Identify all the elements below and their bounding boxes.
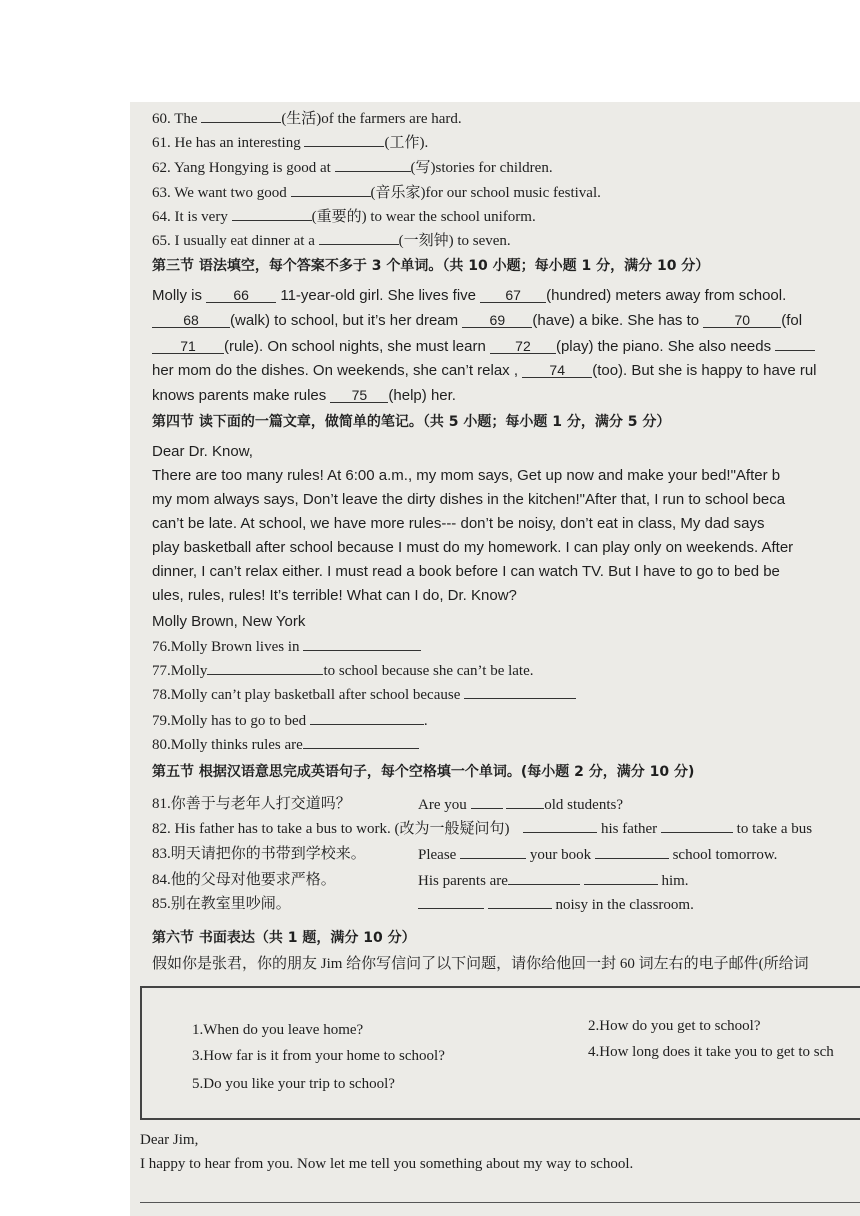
question-64: 64. It is very (重要的) to wear the school uniform.	[152, 206, 536, 227]
question-81-cn: 81.你善于与老年人打交道吗？	[152, 796, 351, 812]
box-question-3: 3.How far is it from your home to school?	[192, 1048, 445, 1064]
letter-greeting: Dear Dr. Know,	[152, 443, 253, 460]
question-78: 78.Molly can’t play basketball after school because	[152, 684, 576, 705]
box-question-2: 2.How do you get to school?	[588, 1018, 761, 1034]
letter-body-line: play basketball after school because I must do my homework. I can play only on weekends. After	[152, 539, 794, 556]
question-65: 65. I usually eat dinner at a (一刻钟) to seven.	[152, 230, 511, 251]
letter-body-line: There are too many rules! At 6:00 a.m., my mom says, Get up now and make your bed!"After b	[152, 467, 781, 484]
question-84-cn: 84.他的父母对他要求严格。	[152, 872, 336, 888]
section3-line-4: her mom do the dishes. On weekends, she can’t relax , 74 (too). But she is happy to have rul	[152, 362, 817, 379]
question-80: 80.Molly thinks rules are	[152, 734, 419, 755]
box-question-1: 1.When do you leave home?	[192, 1022, 364, 1038]
answer-greeting: Dear Jim,	[140, 1132, 199, 1148]
section6-title: 第六节 书面表达（共 1 题，满分 10 分）	[152, 930, 416, 946]
question-63: 63. We want two good (音乐家)for our school music festival.	[152, 182, 601, 203]
section3-line-1: Molly is 66 11-year-old girl. She lives five 67 (hundred) meters away from school.	[152, 287, 787, 304]
question-83-en: Please your book school tomorrow.	[418, 844, 777, 865]
writing-line	[140, 1202, 860, 1203]
question-84-en: His parents are him.	[418, 870, 689, 891]
question-85-cn: 85.别在教室里吵闹。	[152, 896, 291, 912]
question-83-cn: 83.明天请把你的书带到学校来。	[152, 846, 366, 862]
letter-body-line: ules, rules, rules! It’s terrible! What can I do, Dr. Know?	[152, 587, 517, 604]
section5-title: 第五节 根据汉语意思完成英语句子，每个空格填一个单词。(每小题 2 分，满分 10 分)	[152, 764, 695, 780]
question-62: 62. Yang Hongying is good at (写)stories for children.	[152, 157, 553, 178]
questions-box	[140, 986, 860, 1120]
section3-title: 第三节 语法填空，每个答案不多于 3 个单词。（共 10 小题；每小题 1 分，满分 10 分）	[152, 258, 710, 274]
section3-line-2: 68 (walk) to school, but it’s her dream 69 (have) a bike. She has to 70 (fol	[152, 311, 802, 331]
question-79: 79.Molly has to go to bed .	[152, 710, 428, 731]
question-60: 60. The (生活)of the farmers are hard.	[152, 108, 462, 129]
answer-first-line: I happy to hear from you. Now let me tell you something about my way to school.	[140, 1156, 634, 1172]
question-77: 77.Molly to school because she can’t be late.	[152, 660, 534, 681]
letter-body-line: my mom always says, Don’t leave the dirty dishes in the kitchen!"After that, I run to school beca	[152, 491, 786, 508]
letter-body-line: dinner, I can’t relax either. I must read a book before I can watch TV. But I have to go to bed be	[152, 563, 780, 580]
question-85-en: noisy in the classroom.	[418, 894, 694, 915]
question-61: 61. He has an interesting (工作).	[152, 132, 428, 153]
section3-line-3: 71 (rule). On school nights, she must learn 72 (play) the piano. She also needs	[152, 336, 815, 357]
section4-title: 第四节 读下面的一篇文章，做简单的笔记。（共 5 小题；每小题 1 分，满分 5 分）	[152, 414, 671, 430]
exam-paper	[130, 102, 860, 1216]
letter-signature: Molly Brown, New York	[152, 613, 306, 630]
letter-body-line: can’t be late. At school, we have more rules--- don’t be noisy, don’t eat in class, My dad says	[152, 515, 765, 532]
question-76: 76.Molly Brown lives in	[152, 636, 421, 657]
box-question-5: 5.Do you like your trip to school?	[192, 1076, 395, 1092]
question-81-en: Are you old students?	[418, 794, 623, 815]
question-82: 82. His father has to take a bus to work. (改为一般疑问句) his father to take a bus	[152, 818, 812, 839]
section3-line-5: knows parents make rules 75 (help) her.	[152, 387, 456, 404]
box-question-4: 4.How long does it take you to get to sch	[588, 1044, 834, 1060]
section6-intro: 假如你是张君，你的朋友 Jim 给你写信问了以下问题，请你给他回一封 60 词左右的电子邮件(所给词	[152, 956, 809, 972]
